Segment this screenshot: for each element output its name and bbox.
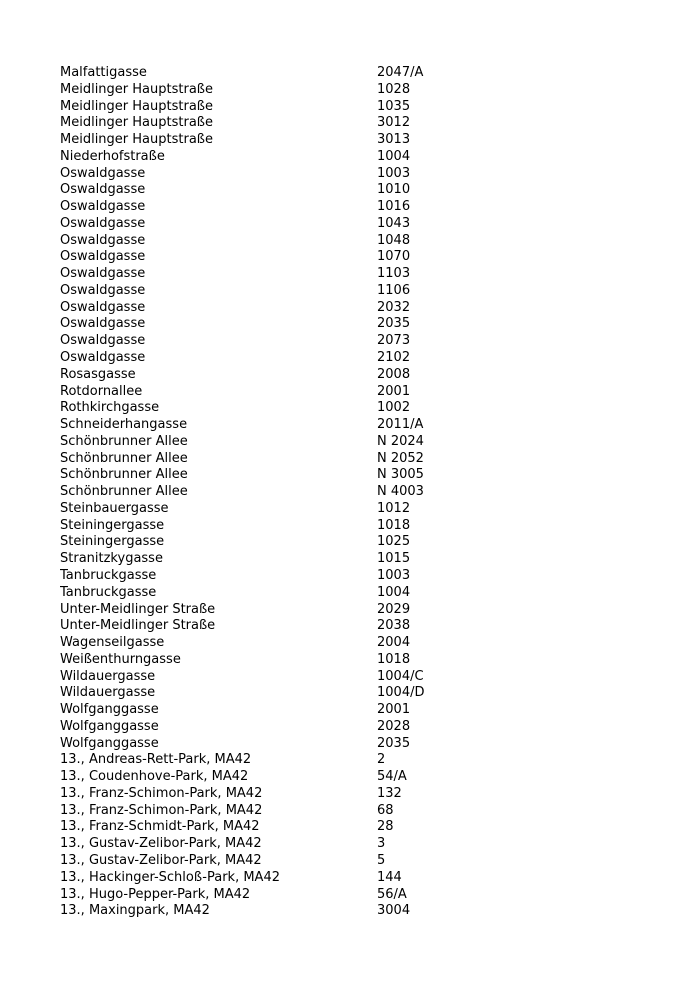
object-number: 68	[377, 802, 394, 818]
table-row	[60, 400, 660, 417]
street-name: 13., Gustav-Zelibor-Park, MA42	[60, 852, 262, 868]
street-name: Wagenseilgasse	[60, 635, 165, 651]
object-number: 2028	[377, 718, 411, 734]
table-row	[60, 652, 660, 669]
object-number: 1012	[377, 500, 411, 516]
table-row	[60, 333, 660, 350]
table-row	[60, 534, 660, 551]
object-number: 2001	[377, 383, 411, 399]
object-number: 2029	[377, 601, 411, 617]
table-row	[60, 685, 660, 702]
object-number: 2008	[377, 366, 411, 382]
table-row	[60, 216, 660, 233]
object-number: 1004	[377, 584, 411, 600]
table-row	[60, 870, 660, 887]
street-name: Meidlinger Hauptstraße	[60, 81, 213, 97]
street-name: Wolfganggasse	[60, 735, 159, 751]
street-name: Rotdornallee	[60, 383, 143, 399]
object-number: 2047/A	[377, 65, 424, 80]
street-name: Meidlinger Hauptstraße	[60, 98, 213, 114]
table-row	[60, 99, 660, 116]
street-name: Oswaldgasse	[60, 282, 146, 298]
object-number: 1018	[377, 651, 411, 667]
street-name: Oswaldgasse	[60, 232, 146, 248]
object-number: N 2052	[377, 450, 424, 466]
street-name: Stranitzkygasse	[60, 551, 163, 567]
object-number: 2011/A	[377, 417, 424, 433]
table-row	[60, 853, 660, 870]
object-number: 3012	[377, 115, 411, 131]
street-name: Oswaldgasse	[60, 350, 146, 366]
object-number: 2001	[377, 702, 411, 718]
object-number: 2102	[377, 350, 411, 366]
table-row	[60, 786, 660, 803]
address-list	[60, 65, 660, 920]
object-number: 144	[377, 869, 402, 885]
table-row	[60, 769, 660, 786]
object-number: N 2024	[377, 433, 424, 449]
table-row	[60, 199, 660, 216]
street-name: Oswaldgasse	[60, 299, 146, 315]
street-name: Wildauergasse	[60, 685, 156, 701]
table-row	[60, 384, 660, 401]
table-row	[60, 501, 660, 518]
table-row	[60, 65, 660, 82]
object-number: 1003	[377, 165, 411, 181]
table-row	[60, 484, 660, 501]
table-row	[60, 602, 660, 619]
object-number: 28	[377, 819, 394, 835]
table-row	[60, 635, 660, 652]
object-number: 1035	[377, 98, 411, 114]
object-number: 2004	[377, 635, 411, 651]
table-row	[60, 316, 660, 333]
table-row	[60, 132, 660, 149]
street-name: 13., Coudenhove-Park, MA42	[60, 769, 249, 785]
table-row	[60, 283, 660, 300]
street-name: Malfattigasse	[60, 65, 147, 80]
object-number: 1016	[377, 199, 411, 215]
table-row	[60, 82, 660, 99]
object-number: 1025	[377, 534, 411, 550]
street-name: 13., Franz-Schimon-Park, MA42	[60, 802, 263, 818]
street-name: Weißenthurngasse	[60, 651, 181, 667]
table-row	[60, 551, 660, 568]
street-name: Rosasgasse	[60, 366, 136, 382]
table-row	[60, 903, 660, 920]
street-name: Schönbrunner Allee	[60, 450, 188, 466]
object-number: 1028	[377, 81, 411, 97]
street-name: Wolfganggasse	[60, 702, 159, 718]
object-number: 54/A	[377, 769, 407, 785]
object-number: 3013	[377, 132, 411, 148]
object-number: 1018	[377, 517, 411, 533]
street-name: Oswaldgasse	[60, 199, 146, 215]
table-row	[60, 166, 660, 183]
object-number: 1004/C	[377, 668, 424, 684]
table-row	[60, 702, 660, 719]
object-number: 2035	[377, 735, 411, 751]
table-row	[60, 719, 660, 736]
street-name: Tanbruckgasse	[60, 567, 157, 583]
street-name: Oswaldgasse	[60, 316, 146, 332]
table-row	[60, 819, 660, 836]
object-number: 2	[377, 752, 386, 768]
street-name: Schönbrunner Allee	[60, 484, 188, 500]
object-number: 56/A	[377, 886, 407, 902]
object-number: 2038	[377, 618, 411, 634]
table-row	[60, 518, 660, 535]
object-number: N 4003	[377, 484, 424, 500]
table-row	[60, 803, 660, 820]
object-number: 1003	[377, 567, 411, 583]
table-row	[60, 752, 660, 769]
street-name: Unter-Meidlinger Straße	[60, 618, 216, 634]
street-name: Niederhofstraße	[60, 148, 165, 164]
object-number: 1103	[377, 266, 411, 282]
street-name: 13., Andreas-Rett-Park, MA42	[60, 752, 252, 768]
street-name: Oswaldgasse	[60, 333, 146, 349]
table-row	[60, 451, 660, 468]
object-number: 1002	[377, 400, 411, 416]
table-row	[60, 585, 660, 602]
table-row	[60, 669, 660, 686]
table-row	[60, 887, 660, 904]
object-number: 2035	[377, 316, 411, 332]
street-name: Steinbauergasse	[60, 500, 169, 516]
street-name: 13., Maxingpark, MA42	[60, 903, 210, 919]
object-number: 1070	[377, 249, 411, 265]
street-name: Oswaldgasse	[60, 215, 146, 231]
street-name: Rothkirchgasse	[60, 400, 160, 416]
object-number: 1015	[377, 551, 411, 567]
object-number: 132	[377, 785, 402, 801]
object-number: 1043	[377, 215, 411, 231]
table-row	[60, 249, 660, 266]
table-row	[60, 836, 660, 853]
object-number: 3004	[377, 903, 411, 919]
object-number: 3	[377, 836, 386, 852]
table-row	[60, 233, 660, 250]
table-row	[60, 266, 660, 283]
object-number: 2073	[377, 333, 411, 349]
street-name: 13., Franz-Schmidt-Park, MA42	[60, 819, 260, 835]
street-name: 13., Hugo-Pepper-Park, MA42	[60, 886, 251, 902]
street-name: Oswaldgasse	[60, 266, 146, 282]
table-row	[60, 182, 660, 199]
street-name: 13., Hackinger-Schloß-Park, MA42	[60, 869, 280, 885]
street-name: Schneiderhangasse	[60, 417, 188, 433]
table-row	[60, 367, 660, 384]
object-number: 5	[377, 852, 386, 868]
street-name: Steiningergasse	[60, 534, 165, 550]
table-row	[60, 300, 660, 317]
object-number: 1004/D	[377, 685, 425, 701]
table-row	[60, 568, 660, 585]
table-row	[60, 467, 660, 484]
street-name: 13., Gustav-Zelibor-Park, MA42	[60, 836, 262, 852]
street-name: Wolfganggasse	[60, 718, 159, 734]
object-number: 1004	[377, 148, 411, 164]
table-row	[60, 149, 660, 166]
street-name: Oswaldgasse	[60, 249, 146, 265]
table-row	[60, 736, 660, 753]
object-number: 2032	[377, 299, 411, 315]
street-name: 13., Franz-Schimon-Park, MA42	[60, 785, 263, 801]
table-row	[60, 417, 660, 434]
object-number: 1106	[377, 282, 411, 298]
street-name: Oswaldgasse	[60, 182, 146, 198]
table-row	[60, 115, 660, 132]
street-name: Schönbrunner Allee	[60, 433, 188, 449]
table-row	[60, 618, 660, 635]
street-name: Meidlinger Hauptstraße	[60, 115, 213, 131]
street-name: Unter-Meidlinger Straße	[60, 601, 216, 617]
street-name: Oswaldgasse	[60, 165, 146, 181]
street-name: Schönbrunner Allee	[60, 467, 188, 483]
object-number: N 3005	[377, 467, 424, 483]
table-row	[60, 434, 660, 451]
street-name: Meidlinger Hauptstraße	[60, 132, 213, 148]
object-number: 1010	[377, 182, 411, 198]
street-name: Steiningergasse	[60, 517, 165, 533]
street-name: Wildauergasse	[60, 668, 156, 684]
street-name: Tanbruckgasse	[60, 584, 157, 600]
object-number: 1048	[377, 232, 411, 248]
table-row	[60, 350, 660, 367]
